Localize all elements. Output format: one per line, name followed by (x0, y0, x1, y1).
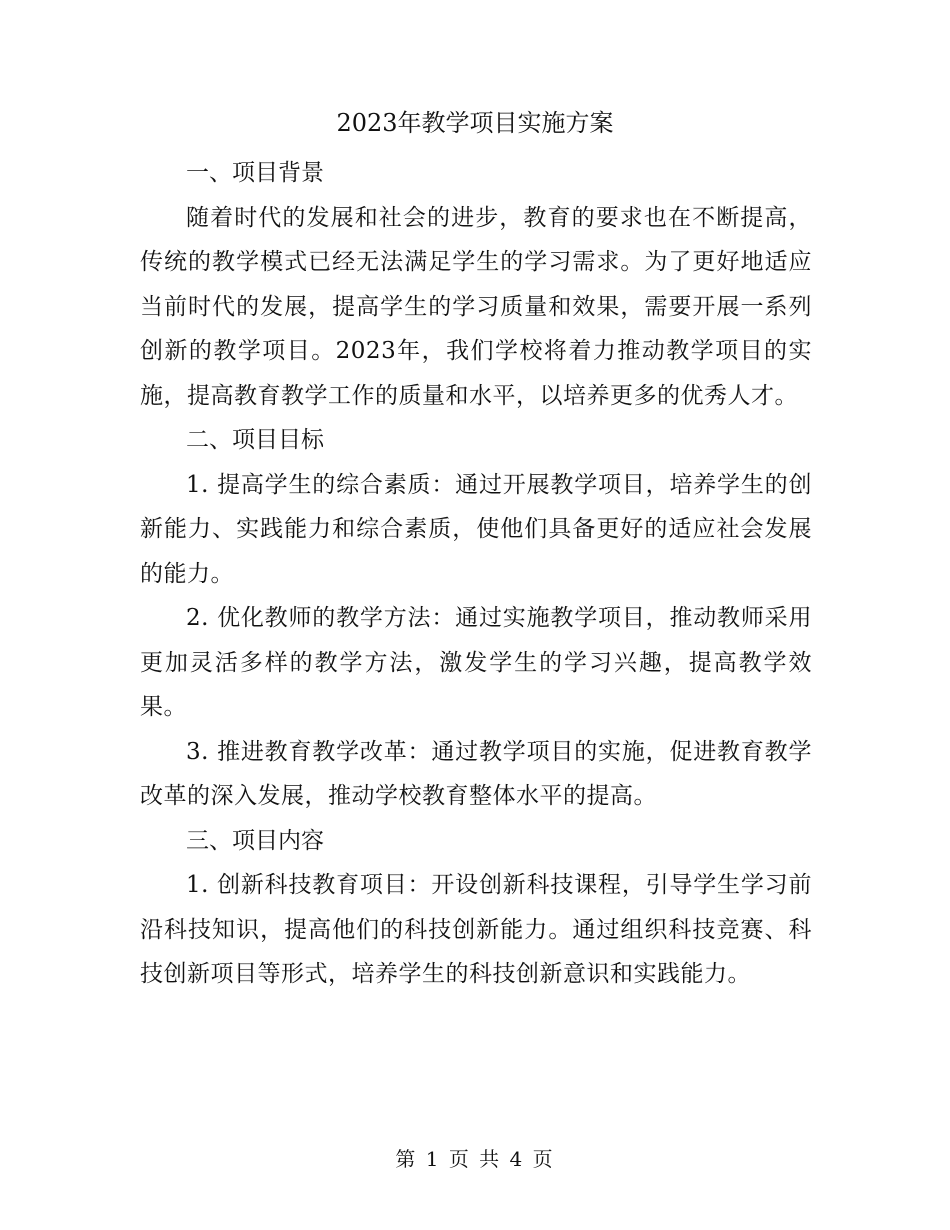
paragraph-goal-1: 1. 提高学生的综合素质：通过开展教学项目，培养学生的创新能力、实践能力和综合素质，使他们具备更好的适应社会发展的能力。 (140, 471, 812, 587)
paragraph-goal-2: 2. 优化教师的教学方法：通过实施教学项目，推动教师采用更加灵活多样的教学方法，激发学生的学习兴趣，提高教学效果。 (140, 605, 812, 720)
paragraph-goal-3: 3. 推进教育教学改革：通过教学项目的实施，促进教育教学改革的深入发展，推动学校教育整体水平的提高。 (140, 738, 812, 809)
page-number-footer: 第 1 页 共 4 页 (395, 1147, 555, 1171)
document-title: 2023年教学项目实施方案 (336, 109, 614, 137)
paragraph-content-1: 1. 创新科技教育项目：开设创新科技课程，引导学生学习前沿科技知识，提高他们的科技创新能力。通过组织科技竞赛、科技创新项目等形式，培养学生的科技创新意识和实践能力。 (140, 872, 812, 987)
section-heading-background: 一、项目背景 (186, 160, 324, 186)
paragraph-background: 随着时代的发展和社会的进步，教育的要求也在不断提高，传统的教学模式已经无法满足学生的学习需求。为了更好地适应当前时代的发展，提高学生的学习质量和效果，需要开展一系列创新的教学项目。2023年，我们学校将着力推动教学项目的实施，提高教育教学工作的质量和水平，以培养更多的优秀人才。 (140, 204, 812, 409)
section-heading-goals: 二、项目目标 (186, 427, 324, 453)
section-heading-content: 三、项目内容 (186, 827, 324, 854)
document-body (140, 151, 812, 997)
